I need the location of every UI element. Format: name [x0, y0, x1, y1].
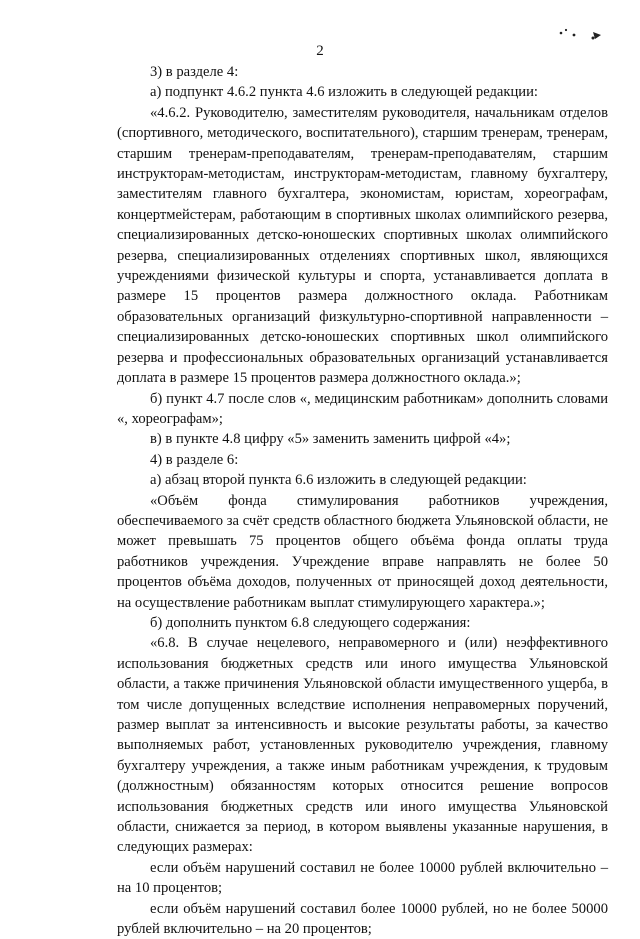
paragraph-quote-6-6: «Объём фонда стимулирования работников учреждения, обеспечиваемого за счёт средств областного бюджета Ульяновской области, не может превышать 75 процентов общего объёма фонда оплаты труда работников учреждения. Учреждение вправе направлять не более 50 процентов объёма доходов, полученных от приносящей доход деятельности, на осуществление работникам выплат стимулирующего характера.»;: [117, 492, 608, 611]
paragraph-quote-6-8: «6.8. В случае нецелевого, неправомерного и (или) неэффективного использования бюджетных средств или иного имущества Ульяновской области, а также причинения Ульяновской области имущественного ущерба, в том числе допущенных вследствие исполнения неправомерных поручений, размер выплат за интенсивность и высокие результаты работы, за качество выполняемых работ, установленных руководителю учреждения, главному бухгалтеру учреждения, а также иным работникам учреждения, к трудовым (должностным) обязанностям которых относится решение вопросов использования бюджетных средств или иного имущества Ульяновской области, снижается за период, в котором выявлены указанные нарушения, в следующих размерах:: [117, 635, 608, 856]
paragraph-subitem-b: б) пункт 4.7 после слов «, медицинским работникам» дополнить словами «, хореографам»;: [117, 390, 608, 427]
page-number: 2: [316, 43, 324, 59]
document-body: [117, 62, 608, 939]
paragraph-subitem-v: в) в пункте 4.8 цифру «5» заменить заменить цифрой «4»;: [150, 431, 511, 448]
paragraph-violation-20-percent: если объём нарушений составил более 10000 рублей, но не более 50000 рублей включительно – на 20 процентов;: [117, 900, 608, 938]
scan-marks: [555, 24, 615, 44]
paragraph-quote-4-6-2: «4.6.2. Руководителю, заместителям руководителя, начальникам отделов (спортивного, методического, воспитательного), старшим тренерам, тренерам, старшим тренерам-преподавателям, тренерам-преподавателям, старшим инструкторам-методистам, инструкторам-методистам, главному бухгалтеру, заместителям главного бухгалтера, экономистам, юристам, хореографам, концертмейстерам, работающим в спортивных школах олимпийского резерва, специализированных детско-юношеских спортивных школах олимпийского резерва, специализированных отделениях спортивных школ, являющихся учреждениями физической культуры и спорта, устанавливается доплата в размере 15 процентов размера должностного оклада. Работникам образовательных организаций физкультурно-спортивной направленности – специализированных детско-юношеских спортивных школ олимпийского резерва и профессиональных образовательных организаций устанавливается доплата в размере 15 процентов размера должностного оклада.»;: [117, 104, 608, 387]
paragraph-subitem-b-6-8: б) дополнить пунктом 6.8 следующего содержания:: [150, 614, 471, 631]
paragraph-subitem-a-6-6: а) абзац второй пункта 6.6 изложить в следующей редакции:: [150, 472, 527, 489]
paragraph-subitem-a: а) подпункт 4.6.2 пункта 4.6 изложить в следующей редакции:: [150, 84, 538, 101]
paragraph-violation-10-percent: если объём нарушений составил не более 10000 рублей включительно – на 10 процентов;: [117, 859, 608, 897]
paragraph-section-6: 4) в разделе 6:: [150, 451, 239, 468]
paragraph-section-4: 3) в разделе 4:: [150, 64, 239, 80]
